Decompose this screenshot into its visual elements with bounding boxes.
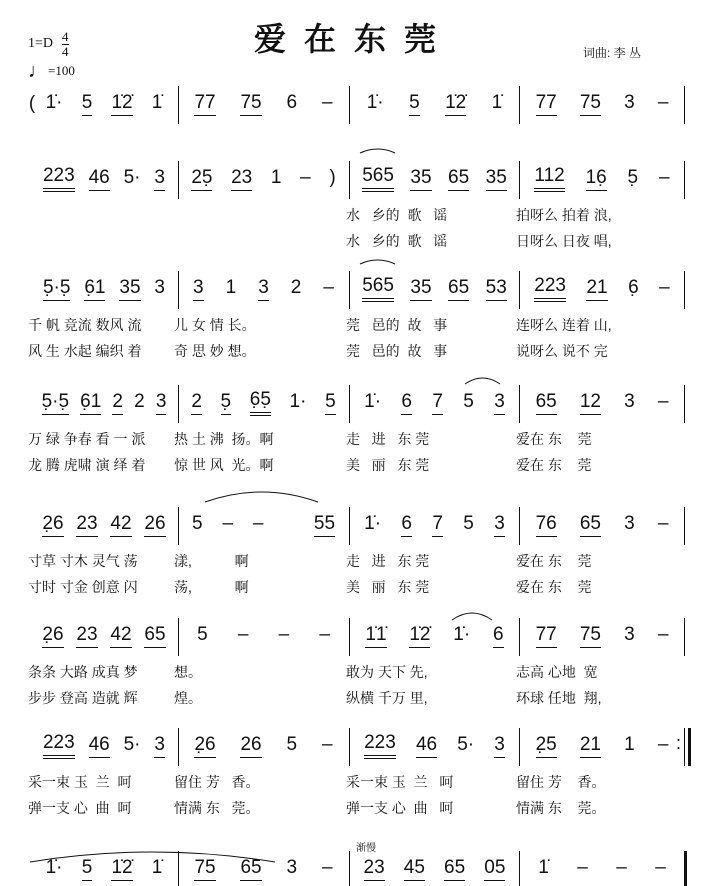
quarter-note-icon: ♩ <box>28 60 48 82</box>
note-group: 53 <box>486 278 507 301</box>
note-group: 21 <box>586 278 607 301</box>
note-group: 1 <box>225 277 237 298</box>
barline <box>519 728 520 766</box>
note-group: 6̣ <box>628 277 639 298</box>
note-group: 16̣ <box>586 168 607 191</box>
note-group: 7 <box>432 392 443 415</box>
measure <box>524 623 680 649</box>
note-group: 3 <box>494 735 505 758</box>
lyric-text: 条条 大路 成真 梦 <box>28 664 138 680</box>
note-group: 76 <box>536 514 557 537</box>
barline <box>178 851 179 886</box>
note-group: 2̣6 <box>42 625 63 648</box>
lyric-text: 留住 芳 香。 <box>174 774 260 790</box>
note-group: 5̣ <box>627 167 639 188</box>
note-group: 5· <box>457 734 475 755</box>
barline <box>178 385 179 423</box>
note-group: 5· <box>123 167 141 188</box>
note-group: 3 <box>494 392 505 415</box>
lyric-text: 寸草 寸木 灵气 荡 <box>28 553 138 569</box>
note-group: 5 <box>197 624 208 645</box>
note-group: – <box>321 857 333 878</box>
barline <box>349 86 350 124</box>
note-group: 5 <box>325 392 336 415</box>
lyric-text: 漾, 啊 <box>174 553 249 569</box>
note-group: 1̇1̇ <box>365 625 386 648</box>
measure <box>354 856 515 882</box>
note-group: 1 <box>624 734 635 755</box>
note-group: 223 <box>364 733 396 759</box>
note-group: 05 <box>484 858 505 881</box>
slur <box>360 260 395 264</box>
note-group: 26 <box>240 735 261 758</box>
score-system <box>0 165 708 249</box>
measure <box>36 512 172 538</box>
measure <box>524 856 680 882</box>
note-group: 35 <box>486 168 507 191</box>
note-group: 65 <box>448 278 469 301</box>
barline <box>519 851 520 886</box>
note-group: 6̣5̣ <box>250 390 271 416</box>
lyric-text: 龙 腾 虎啸 演 绎 着 <box>28 457 146 473</box>
note-group: 1̇· <box>364 513 382 534</box>
note-group: 12 <box>580 392 601 415</box>
barline <box>519 385 520 423</box>
note-group: 23 <box>364 858 385 881</box>
note-group: 5 <box>286 734 298 755</box>
note-group: – <box>657 624 669 645</box>
note-group: 46 <box>89 168 110 191</box>
score-system <box>0 512 708 595</box>
lyric-text: 环球 任地 翔, <box>516 690 602 706</box>
note-group: 6̣1 <box>84 278 105 301</box>
lyric-text: 奇 思 妙 想。 <box>174 343 256 359</box>
time-signature <box>62 30 69 59</box>
note-group: ) <box>329 167 336 188</box>
measure <box>354 733 515 759</box>
barline <box>178 728 179 766</box>
barline <box>519 161 520 199</box>
note-group: 75 <box>194 858 215 881</box>
note-group: 65 <box>536 392 557 415</box>
measure <box>182 512 345 538</box>
note-group: 3 <box>154 735 165 758</box>
note-group: – <box>319 624 330 645</box>
note-group: 2̣6 <box>42 514 63 537</box>
lyric-text: 风 生 水起 编织 着 <box>28 343 142 359</box>
note-group: 65 <box>144 625 165 648</box>
barline <box>178 507 179 545</box>
note-group <box>283 514 294 536</box>
note-group: 65 <box>444 858 465 881</box>
barline <box>349 271 350 309</box>
barline <box>684 271 685 309</box>
barline <box>684 385 685 423</box>
lyric-text: 美 丽 东 莞 <box>346 457 430 473</box>
time-top: 4 <box>62 29 69 44</box>
lyric-text: 情满 东 莞。 <box>516 800 606 816</box>
measure <box>182 856 345 882</box>
lyric-text: 日呀么 日夜 唱, <box>516 233 612 249</box>
note-group: 2 <box>290 277 302 298</box>
note-group: 3 <box>624 513 635 534</box>
score-system <box>0 732 708 816</box>
note-group: 46 <box>89 735 110 758</box>
note-group: 1̇· <box>45 857 63 878</box>
note-group: – <box>657 734 669 755</box>
measure <box>354 91 515 117</box>
measure <box>524 512 680 538</box>
note-group: 75 <box>580 625 601 648</box>
note-group: 5̣·5̣ <box>42 392 69 415</box>
note-group: 7 <box>432 514 443 537</box>
note-group: – <box>278 624 290 645</box>
measure <box>524 166 680 192</box>
lyric-text: 采一束 玉 兰 呵 <box>28 774 132 790</box>
note-group: 25̣ <box>191 168 212 191</box>
note-group: 3 <box>624 391 635 412</box>
lyric-text: 留住 芳 香。 <box>516 774 606 790</box>
lyric-text: 采一束 玉 兰 呵 <box>346 774 454 790</box>
note-group: 3 <box>154 168 165 191</box>
barline <box>519 507 520 545</box>
measure <box>182 733 345 759</box>
lyric-text: 说呀么 说不 完 <box>516 343 608 359</box>
note-group: 5 <box>463 391 474 412</box>
barline <box>519 618 520 656</box>
note-group: 5 <box>191 513 203 534</box>
note-group: 3 <box>494 514 505 537</box>
lyric-text: 水 乡的 歌 谣 <box>346 207 448 223</box>
note-group: 5 <box>409 93 420 116</box>
note-group: 223 <box>43 166 75 192</box>
lyric-text: 万 绿 争春 看 一 派 <box>28 431 146 447</box>
note-group: – <box>252 513 264 534</box>
note-group: 26 <box>144 514 165 537</box>
lyric-text: 想。 <box>174 664 202 680</box>
score-system <box>0 843 708 878</box>
measure <box>36 91 172 117</box>
note-group: 5̣ <box>221 392 232 415</box>
lyric-text: 千 帆 竞流 数风 流 <box>28 317 142 333</box>
note-group: 1̇2̇ <box>445 93 466 116</box>
measure <box>354 512 515 538</box>
tempo-marking <box>28 60 75 83</box>
note-group: 6̣1 <box>80 392 101 415</box>
note-group: 3 <box>624 92 635 113</box>
open-paren: ( <box>28 93 36 114</box>
lyric-text: 水 乡的 歌 谣 <box>346 233 448 249</box>
note-group: 2 <box>112 392 123 415</box>
note-group: – <box>222 513 234 534</box>
note-group: 2̣6 <box>194 735 215 758</box>
lyric-text: 拍呀么 拍着 浪, <box>516 207 612 223</box>
note-group: 5 <box>463 513 474 534</box>
note-group: – <box>657 391 669 412</box>
barline <box>349 851 350 886</box>
note-group: 46 <box>416 735 437 758</box>
note-group: 23 <box>76 514 97 537</box>
note-group: – <box>655 857 666 878</box>
note-group: 3 <box>154 277 165 298</box>
note-group: 55 <box>314 514 335 537</box>
lyric-text: 弹一支 心 曲 呵 <box>346 800 454 816</box>
lyric-text: 莞 邑的 故 事 <box>346 317 448 333</box>
note-group: 1̇· <box>45 92 63 113</box>
note-group: 565 <box>362 276 394 302</box>
score-system <box>0 91 708 114</box>
measure <box>354 276 515 302</box>
barline <box>349 161 350 199</box>
measure <box>182 166 345 192</box>
lyric-text: 情满 东 莞。 <box>174 800 260 816</box>
slur <box>465 378 500 384</box>
lyric-text: 爱在 东 莞 <box>516 553 592 569</box>
note-group: 21 <box>580 735 601 758</box>
note-group: 1· <box>289 391 307 412</box>
measure <box>182 276 345 302</box>
slur <box>452 613 492 620</box>
measure <box>524 733 680 759</box>
lyric-text: 惊 世 风 光。啊 <box>174 457 274 473</box>
note-group: 65 <box>580 514 601 537</box>
final-barline <box>684 851 687 886</box>
barline <box>349 618 350 656</box>
song-title: 爱在东莞 <box>253 20 454 58</box>
note-group: 75 <box>240 93 261 116</box>
measure <box>182 623 345 649</box>
barline <box>178 271 179 309</box>
lyric-text: 走 进 东 莞 <box>346 553 430 569</box>
note-group: 6 <box>493 625 504 648</box>
note-group: – <box>237 624 249 645</box>
note-group: 1̇ <box>151 92 163 113</box>
measure <box>524 91 680 117</box>
barline <box>684 86 685 124</box>
score-system <box>0 389 708 473</box>
note-group: – <box>658 167 670 188</box>
note-group: 45 <box>404 858 425 881</box>
note-group: 1̇· <box>453 624 471 645</box>
lyric-text: 爱在 东 莞 <box>516 457 592 473</box>
note-group: 35 <box>410 168 431 191</box>
lyric-text: 爱在 东 莞 <box>516 431 592 447</box>
score-system <box>0 623 708 706</box>
note-group: 75 <box>580 93 601 116</box>
note-group: 5 <box>82 93 93 116</box>
barline <box>178 86 179 124</box>
note-group: 1̇2̇ <box>111 858 132 881</box>
measure <box>182 91 345 117</box>
barline <box>178 161 179 199</box>
note-group: – <box>657 513 669 534</box>
barline <box>349 728 350 766</box>
lyric-text: 寸时 寸金 创意 闪 <box>28 579 138 595</box>
measure <box>36 856 172 882</box>
measure <box>182 390 345 416</box>
lyric-text: 荡, 啊 <box>174 579 249 595</box>
lyric-text: 莞 邑的 故 事 <box>346 343 448 359</box>
measure <box>354 390 515 416</box>
note-group: – <box>300 167 311 188</box>
lyric-text: 儿 女 情 长。 <box>174 317 256 333</box>
barline <box>684 728 685 766</box>
score-system <box>0 275 708 359</box>
note-group: 42 <box>110 514 131 537</box>
note-group: 112 <box>534 166 564 192</box>
note-group: 1̇ <box>538 857 549 878</box>
note-group: 1 <box>270 167 282 188</box>
repeat-barline <box>688 728 691 766</box>
lyric-text: 煌。 <box>174 690 202 706</box>
note-group: 65 <box>240 858 261 881</box>
barline <box>684 161 685 199</box>
barline <box>684 618 685 656</box>
lyric-text: 连呀么 连着 山, <box>516 317 612 333</box>
note-group: 5̣·5̣ <box>43 278 70 301</box>
note-group: – <box>616 857 627 878</box>
lyric-text: 步步 登高 造就 辉 <box>28 690 138 706</box>
barline <box>349 385 350 423</box>
author-credit: 词曲: 李 丛 <box>583 46 642 60</box>
note-group: – <box>659 277 670 298</box>
note-group: 1̇· <box>364 391 382 412</box>
note-group: 3 <box>193 278 204 301</box>
barline <box>684 507 685 545</box>
measure <box>36 623 172 649</box>
note-group: 3 <box>258 278 269 301</box>
note-group: – <box>323 277 334 298</box>
note-group: – <box>321 92 333 113</box>
note-group: 6 <box>286 92 298 113</box>
note-group: 1̇ <box>151 857 163 878</box>
note-group: 5 <box>82 858 93 881</box>
time-bottom: 4 <box>62 44 69 59</box>
barline <box>349 507 350 545</box>
note-group: 65 <box>448 168 469 191</box>
measure <box>354 166 515 192</box>
key-signature: 1=D <box>28 36 54 51</box>
measure <box>36 390 172 416</box>
note-group: 2̣5 <box>536 735 557 758</box>
lyric-text: 弹一支 心 曲 呵 <box>28 800 132 816</box>
measure <box>36 166 172 192</box>
measure <box>524 390 680 416</box>
note-group: 23 <box>231 168 252 191</box>
note-group: – <box>657 92 669 113</box>
note-group: 35 <box>410 278 431 301</box>
barline <box>178 618 179 656</box>
slur <box>205 492 318 502</box>
note-group: 2 <box>191 392 202 415</box>
measure <box>354 623 515 649</box>
lyric-text: 纵横 千万 里, <box>346 690 428 706</box>
note-group: 1̇ <box>491 92 503 113</box>
note-group: 6 <box>401 514 412 537</box>
note-group: 223 <box>534 276 566 302</box>
note-group: 565 <box>362 166 394 192</box>
note-group: 1̇· <box>366 92 384 113</box>
note-group: 23 <box>76 625 97 648</box>
lyric-text: 爱在 东 莞 <box>516 579 592 595</box>
lyric-text: 走 进 东 莞 <box>346 431 430 447</box>
lyric-text: 热 土 沸 扬。啊 <box>174 431 274 447</box>
note-group: 1̇2̇ <box>409 625 430 648</box>
note-group: 223 <box>43 733 75 759</box>
note-group: 77 <box>194 93 215 116</box>
measure <box>36 733 172 759</box>
note-group: 3 <box>624 624 635 645</box>
measure <box>36 276 172 302</box>
note-group: 3 <box>286 857 298 878</box>
barline <box>519 271 520 309</box>
repeat-sign: : <box>676 733 682 753</box>
barline <box>519 86 520 124</box>
measure <box>524 276 680 302</box>
note-group: 2 <box>134 391 145 412</box>
note-group: – <box>321 734 333 755</box>
note-group: 1̇2̇ <box>111 93 132 116</box>
note-group: 77 <box>536 625 557 648</box>
note-group: 42 <box>110 625 131 648</box>
slur <box>360 149 395 153</box>
lyric-text: 敢为 天下 先, <box>346 664 428 680</box>
note-group: 77 <box>536 93 557 116</box>
lyric-text: 美 丽 东 莞 <box>346 579 430 595</box>
note-group: – <box>577 857 588 878</box>
ritardando-marking: 渐慢 <box>356 843 376 854</box>
tempo-value: =100 <box>48 63 75 78</box>
note-group: 3 <box>156 392 167 415</box>
note-group: 6 <box>401 392 412 415</box>
note-group: 5· <box>123 734 141 755</box>
note-group: 35 <box>119 278 140 301</box>
lyric-text: 志高 心地 宽 <box>516 664 598 680</box>
